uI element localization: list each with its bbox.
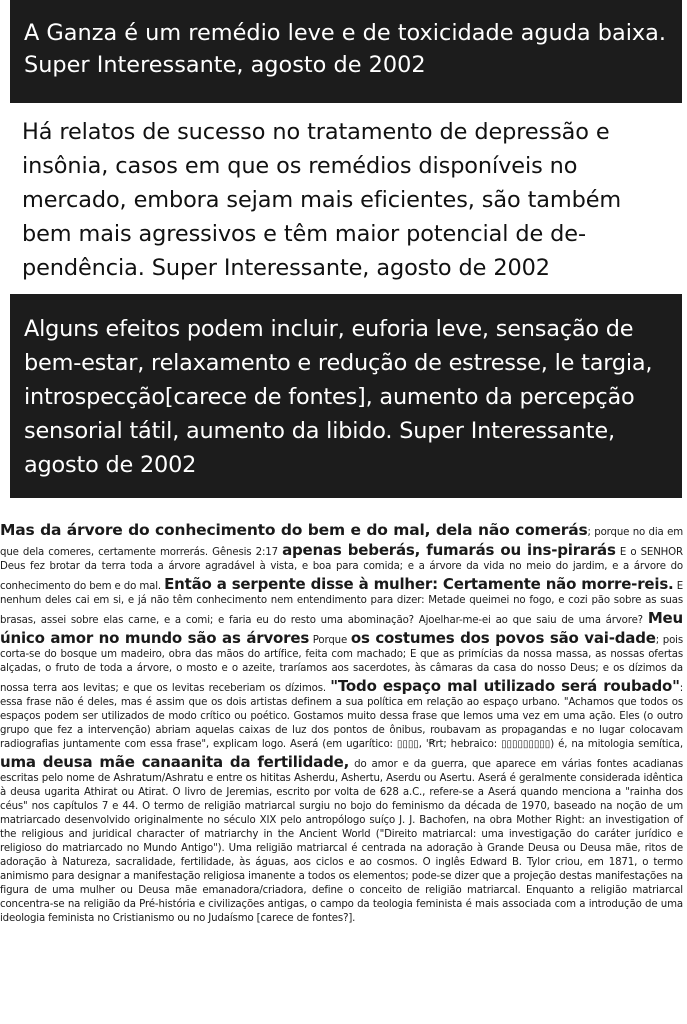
quote-block-3-text: Alguns efeitos podem incluir, euforia leve, sensação de bem-estar, relaxamento e redução de estresse, le targia, introspecção[carece de fontes], aumento da percepção sensorial tátil, aumento da libido. Super Interessante, agosto de 2002 bbox=[24, 316, 653, 478]
headline-serpent: Então a serpente disse à mulher: Certamente não morre-reis. bbox=[164, 575, 674, 593]
quote-block-3 bbox=[10, 294, 682, 498]
body-run-4: Porque bbox=[309, 635, 351, 646]
quote-block-1 bbox=[10, 0, 682, 103]
quote-block-2-text: Há relatos de sucesso no tratamento de depressão e insônia, casos em que os remédios disponíveis no mercado, embora sejam mais eficientes, são também bem mais agressivos e têm maior potencial de de-pendência. Super Interessante, agosto de 2002 bbox=[22, 119, 622, 281]
body-text bbox=[0, 520, 687, 926]
headline-forbidden-tree: Mas da árvore do conhecimento do bem e do mal, dela não comerás bbox=[0, 521, 588, 539]
body-run-2: E o SENHOR Deus fez brotar da terra toda a árvore agradável à vista, e boa para comida; e a árvore da vida no meio do jardim, e a árvore do conhecimento do bem e do mal. bbox=[0, 547, 683, 592]
quote-block-2 bbox=[0, 111, 687, 287]
body-run-1: ; porque no dia em que dela comeres, certamente morrerás. Gênesis 2:17 bbox=[0, 527, 683, 558]
body-run-6: : essa frase não é deles, mas é assim que os dois artistas definem a sua política em relação ao espaço urbano. "Achamos que todos os espaços podem ser utilizados de modo crítico ou poético. Gostamos muito dessa frase que lemos uma vez em uma ação. Eles (o outro grupo que fez a intervenção) abriam aquelas caixas de luz dos pontos de ônibus, roubavam as propagandas e no lugar colocavam radiografias juntamente com essa frase", explicam logo. Aserá (em ugarítico: ▯▯▯▯, 'Ꞧrt; hebraico: ▯▯▯▯▯▯▯▯▯) é, na mitologia semítica, bbox=[0, 683, 684, 750]
headline-only-love-trees: Meu único amor no mundo são as árvores bbox=[0, 609, 683, 647]
body-run-3: E nenhum deles cai em si, e já não têm conhecimento nem entendimento para dizer: Metade queimei no fogo, e cozi pão sobre as suas brasas, assei sobre elas carne, e a comi; e faria eu do resto uma abominação? Ajoelhar-me-ei ao que saiu de uma árvore? bbox=[0, 581, 683, 626]
quote-block-1-text: A Ganza é um remédio leve e de toxicidade aguda baixa. Super Interessante, agosto de 2002 bbox=[24, 20, 667, 78]
headline-mother-goddess: uma deusa mãe canaanita da fertilidade, bbox=[0, 753, 350, 771]
body-run-7: do amor e da guerra, que aparece em várias fontes acadianas escritas pelo nome de Ashratum/Ashratu e entre os hititas Asherdu, Ashertu, Aserdu ou Asertu. Aserá é geralmente considerada idêntica à deusa ugarita Athirat ou Atirat. O livro de Jeremias, escrito por volta de 628 a.C., refere-se a Aserá quando menciona a "rainha dos céus" nos capítulos 7 e 44. O termo de religião matriarcal surgiu no bojo do feminismo da década de 1970, baseado na noção de um matriarcado desenvolvido originalmente no século XIX pelo antropólogo suíço J. J. Bachofen, na obra Mother Right: an investigation of the religious and juridical character of matriarchy in the Ancient World ("Direito matriarcal: uma investigação do caráter jurídico e religioso do matriarcado no Mundo Antigo"). Uma religião matriarcal é centrada na adoração à Grande Deusa ou Deusa mãe, ritos de adoração à Natureza, sacralidade, fertilidade, às águas, aos ciclos e ao cosmos. O inglês Edward B. Tylor criou, em 1871, o termo animismo para designar a manifestação religiosa imanente a todos os elementos; pode-se dizer que a projeção destas manifestações na figura de uma mulher ou Deusa mãe emanadora/criadora, define o conceito de religião matriarcal. Enquanto a religião matriarcal concentra-se na religião da Pré-história e civilizações antigas, o campo da teologia feminista é mais associada com a introdução de uma ideologia feminista no Cristianismo ou no Judaísmo [carece de fontes?]. bbox=[0, 759, 683, 924]
headline-space-stolen: "Todo espaço mal utilizado será roubado" bbox=[330, 677, 680, 695]
body-run-5: ; pois corta-se do bosque um madeiro, obra das mãos do artífice, feita com machado; E que as primícias da nossa massa, as nossas ofertas alçadas, o fruto de toda a árvore, o mosto e o azeite, traríamos aos sacerdotes, às câmaras da casa do nosso Deus; e os dízimos da nossa terra aos levitas; e que os levitas receberiam os dízimos. bbox=[0, 635, 683, 694]
headline-drink-smoke: apenas beberás, fumarás ou ins-pirarás bbox=[282, 541, 616, 559]
headline-customs-vanity: os costumes dos povos são vai-dade bbox=[350, 629, 656, 647]
